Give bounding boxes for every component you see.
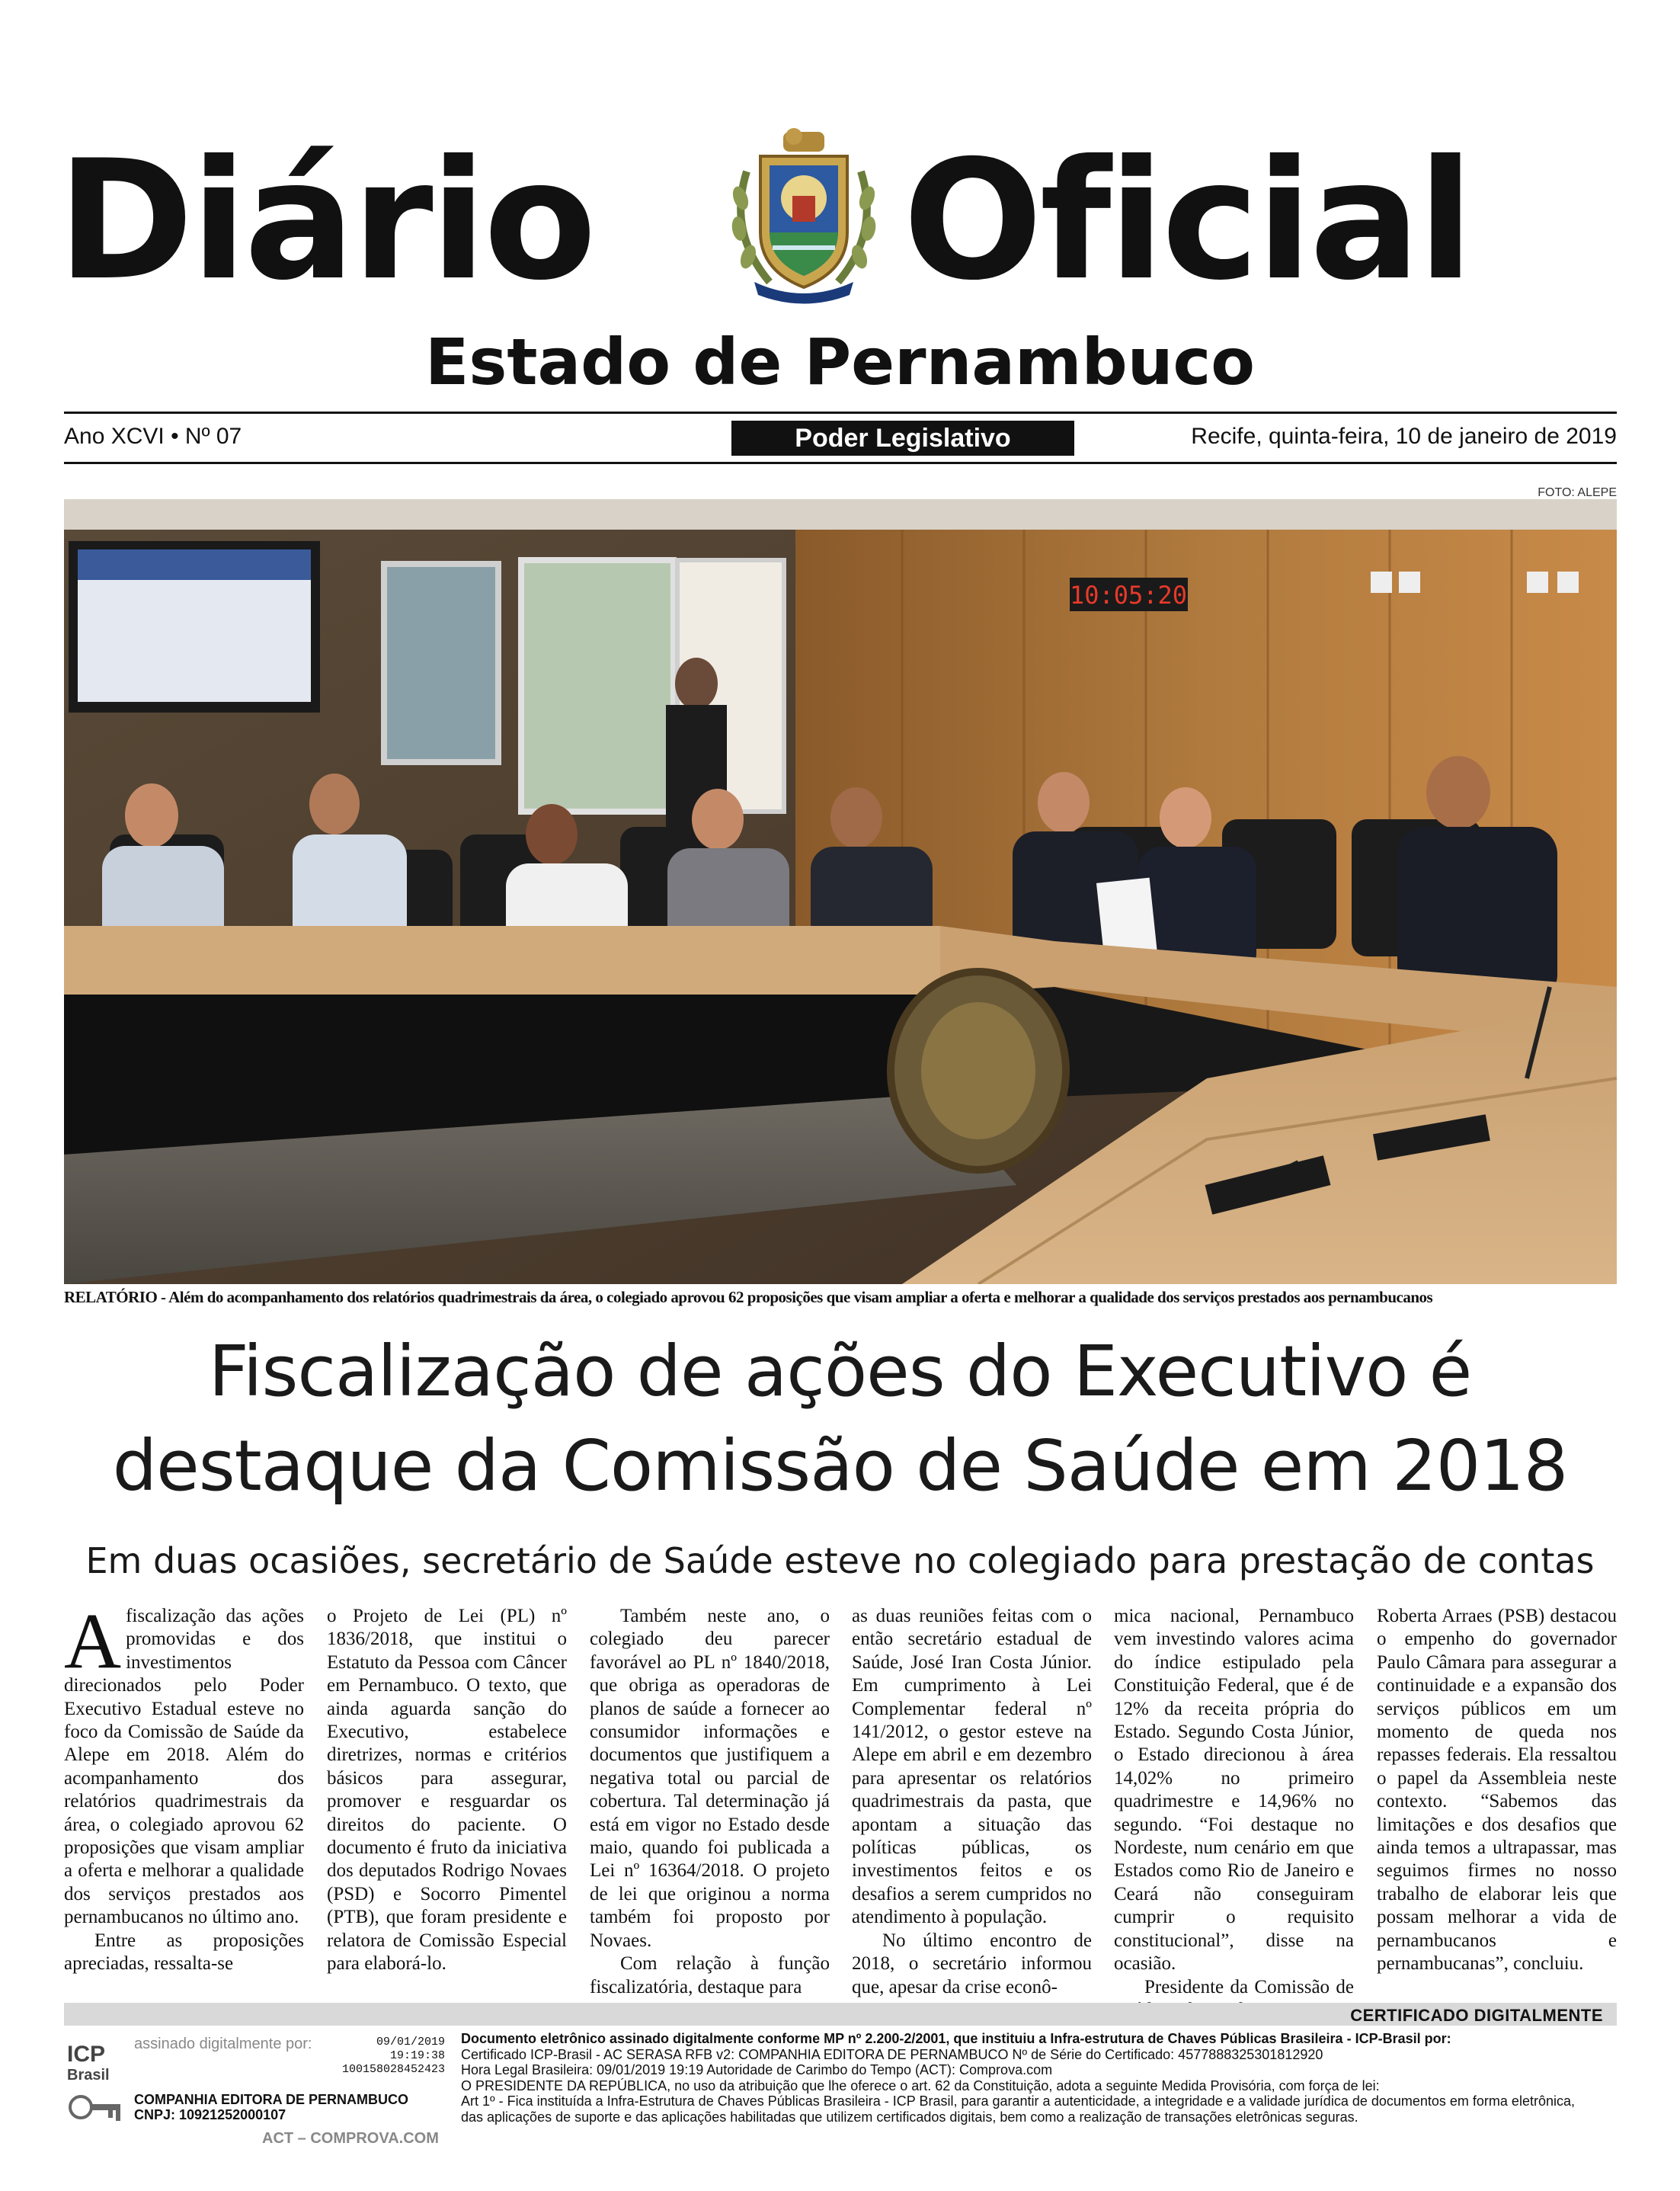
masthead-subtitle: Estado de Pernambuco	[424, 325, 1256, 399]
timestamp-authority: ACT – COMPROVA.COM	[262, 2130, 439, 2147]
icp-brasil-logo-icon	[64, 2031, 129, 2153]
svg-text:ICP: ICP	[67, 2042, 106, 2067]
caption-text: Além do acompanhamento dos relatórios quadrimestrais da área, o colegiado aprovou 62 proposições que visam ampliar a oferta e melhorar a qualidade dos serviços prestados aos pernambucanos	[168, 1288, 1433, 1306]
column-5-paragraph-1: mica nacional, Pernambuco vem investindo valores acima do índice estipulado pela Constituição Federal, que é de 12% da receita própria do Estado. Segundo Costa Júnior, o Estado direcionou à área 14,02% no primeiro quadrimestre e 14,96% no segundo. “Foi destaque no Nordeste, num cenário em que Estados como Rio de Janeiro e Ceará não conseguiram cumprir o requisito constitucional”, disse na ocasião.	[1114, 1606, 1354, 1975]
headline-line-1: Fiscalização de ações do Executivo é	[208, 1331, 1472, 1412]
column-6-paragraph-1: Roberta Arraes (PSB) destacou o empenho do governador Paulo Câmara para assegurar a continuidade e a expansão dos serviços públicos em um momento de queda nos repasses federais. Ela ressaltou o papel da Assembleia neste contexto. “Sabemos das limitações e dos desafios que ainda temos a ultrapassar, mas seguimos firmes no nosso trabalho de elaborar leis que possam melhorar a vida de pernambucanos e pernambucanas”, concluiu.	[1377, 1606, 1617, 1975]
svg-text:Brasil: Brasil	[67, 2067, 110, 2084]
article-column-4	[852, 1605, 1092, 1999]
digital-signature-box	[64, 2031, 445, 2176]
column-1-paragraph-1: fiscalização das ações promovidas e dos investimentos direcionados pelo Poder Executivo Estadual esteve no foco da Comissão de Saúde da Alepe em 2018. Além do acompanhamento dos relatórios quadrimestrais da área, o colegiado aprovou 62 proposições que visam ampliar a oferta e melhorar a qualidade dos serviços prestados aos pernambucanos no último ano.	[64, 1606, 304, 1928]
article-column-3	[590, 1605, 830, 1999]
section-badge: Poder Legislativo	[731, 421, 1074, 456]
legal-notice	[461, 2031, 1619, 2125]
column-4-paragraph-2: No último encontro de 2018, o secretário informou que, apesar da crise econô-	[852, 1930, 1092, 1997]
drop-cap: A	[64, 1597, 122, 1685]
column-3-paragraph-2: Com relação à função fiscalizatória, destaque para	[590, 1953, 830, 1997]
legal-line-1: Documento eletrônico assinado digitalmente conforme MP nº 2.200-2/2001, que instituiu a Infra-estrutura de Chaves Públicas Brasileira - ICP-Brasil por:	[461, 2031, 1451, 2046]
certification-label: CERTIFICADO DIGITALMENTE	[1350, 2006, 1603, 2025]
masthead-title-left: Diário	[57, 125, 594, 316]
edition-number: Ano XCVI • Nº 07	[64, 424, 242, 449]
legal-line-6: das aplicações de suporte e das aplicações habilitadas que utilizem certificados digitais, bem como a realização de transações eletrônicas seguras.	[461, 2109, 1358, 2125]
caption-lead: RELATÓRIO -	[64, 1288, 169, 1306]
signature-timestamp	[308, 2036, 445, 2077]
masthead-title-right: Oficial	[903, 125, 1471, 316]
certification-bar	[64, 2003, 1617, 2026]
photo-caption	[64, 1288, 1617, 1307]
committee-meeting-photo	[64, 499, 1617, 1284]
article-column-5	[1114, 1605, 1354, 2022]
headline-line-2: destaque da Comissão de Saúde em 2018	[112, 1425, 1568, 1507]
signature-time: 19:19:38	[389, 2049, 445, 2062]
column-4-paragraph-1: as duas reuniões feitas com o então secretário estadual de Saúde, José Iran Costa Júnior. Em cumprimento à Lei Complementar federal nº 141/2012, o gestor esteve na Alepe em abril e em dezembro para apresentar os relatórios quadrimestrais da pasta, que apontam a situação das políticas públicas, os investimentos feitos e os desafios a serem cumpridos no atendimento à população.	[852, 1606, 1092, 1928]
legal-line-5: Art 1º - Fica instituída a Infra-Estrutura de Chaves Públicas Brasileira - ICP Brasil, para garantir a autenticidade, a integridade e a validade jurídica de documentos em forma eletrônica,	[461, 2093, 1575, 2109]
legal-line-2: Certificado ICP-Brasil - AC SERASA RFB v2: COMPANHIA EDITORA DE PERNAMBUCO Nº de Série do Certificado: 4577888325301812920	[461, 2046, 1323, 2062]
signature-date: 09/01/2019	[376, 2036, 445, 2048]
deck-subheadline: Em duas ocasiões, secretário de Saúde esteve no colegiado para prestação de contas	[85, 1540, 1595, 1581]
wall-clock-display: 10:05:20	[1069, 581, 1188, 610]
legal-line-4: O PRESIDENTE DA REPÚBLICA, no uso da atribuição que lhe oferece o art. 62 da Constituição, adota a seguinte Medida Provisória, com força de lei:	[461, 2077, 1380, 2093]
article-column-2	[327, 1605, 567, 1976]
info-bar	[64, 418, 1617, 460]
photo-illustration	[64, 499, 1617, 1284]
column-2-paragraph-1: o Projeto de Lei (PL) nº 1836/2018, que institui o Estatuto da Pessoa com Câncer em Pernambuco. O texto, que ainda aguarda sanção do Executivo, estabelece diretrizes, normas e critérios básicos para assegurar, promover e resguardar os direitos do paciente. O documento é fruto da iniciativa dos deputados Rodrigo Novaes (PSD) e Socorro Pimentel (PTB), que foram presidente e relatora de Comissão Especial para elaborá-lo.	[327, 1606, 567, 1975]
masthead-rule-bottom	[64, 462, 1617, 464]
masthead-rule-top	[64, 412, 1617, 414]
column-1-paragraph-2: Entre as proposições apreciadas, ressalta-se	[64, 1930, 304, 1975]
column-5-paragraph-2: Presidente da Comissão de	[1144, 1976, 1354, 1997]
pernambuco-coat-of-arms-icon	[724, 126, 884, 305]
article-column-1	[64, 1597, 304, 1976]
article-column-6	[1377, 1605, 1617, 1976]
signer-cnpj: CNPJ: 10921252000107	[134, 2107, 286, 2122]
signed-by-label: assinado digitalmente por:	[134, 2036, 312, 2052]
legal-line-3: Hora Legal Brasileira: 09/01/2019 19:19 Autoridade de Carimbo do Tempo (ACT): Comprova.com	[461, 2062, 1053, 2077]
signer-company: COMPANHIA EDITORA DE PERNAMBUCO	[134, 2092, 409, 2107]
photo-credit: FOTO: ALEPE	[1538, 486, 1617, 499]
column-3-paragraph-1: Também neste ano, o colegiado deu parecer favorável ao PL nº 1840/2018, que obriga as operadoras de planos de saúde a fornecer ao consumidor informações e documentos que justifiquem a negativa total ou parcial de cobertura. Tal determinação já está em vigor no Estado desde maio, quando foi publicada a Lei nº 16364/2018. O projeto de lei que originou a norma também foi proposto por Novaes.	[590, 1606, 830, 1951]
signature-serial: 100158028452423	[341, 2063, 445, 2076]
dateline: Recife, quinta-feira, 10 de janeiro de 2019	[1191, 424, 1617, 449]
